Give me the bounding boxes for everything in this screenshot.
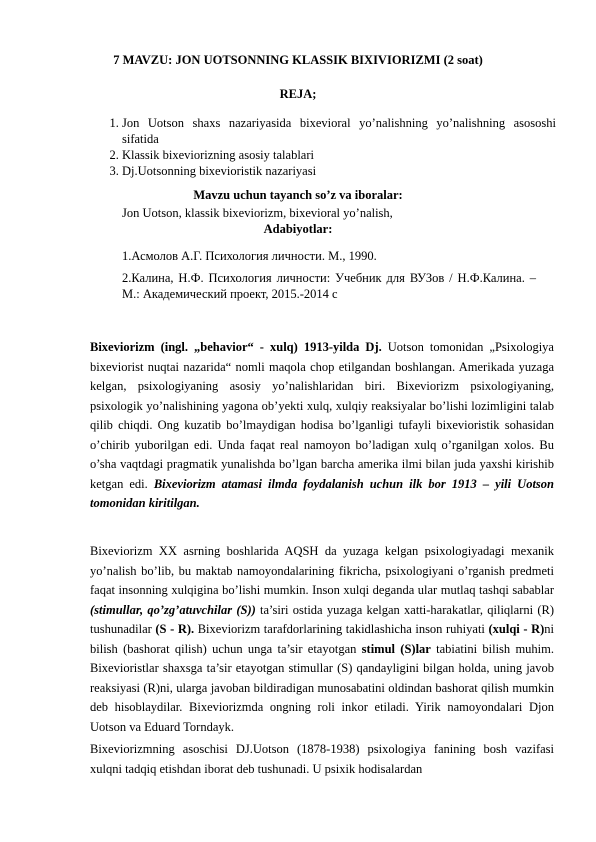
paragraph-2-text: tabiatini bilish muhim. Bixevioristlar shaxsga ta’sir etayotgan stimullar (S) qandayligini bilgan holda, uning javob reaksiyasi (R)ni, ularga javoban bildiradigan munosabatini oldindan bashorat qilish mumkin deb hisoblaydilar. Bixeviorizmda ongning roli inkor etiladi. Yirik namoyondalari Djon Uotson va Eduard Torndayk.	[90, 641, 554, 734]
paragraph-2-bold: stimul (S)lar	[361, 641, 431, 656]
paragraph-1-text: Uotson tomonidan „Psixologiya bixeviorist nuqtai nazarida“ nomli maqola chop etilgandan boshlangan. Amerikada yuzaga kelgan, psixologiyaning asosiy yo’nalishlaridan biri. Bixeviorizm psixologiyaning, psixologik yo’nalishining yagona ob’yekti xulq, xulqiy reaksiyalar bo’lishi lozimligini talab qilib chiqdi. Ong kuzatib bo’lmaydigan hodisa bo’lganligi tufayli bixevioristik sohasidan o’chirib yuborilgan edi. Unda faqat real namoyon bo’ladigan xulq o’rganilgan xolos. Bu o’sha vaqtdagi pragmatik yunalishda bo’lgan barcha amerika ilmi bilan juda yaxshi kirishib ketgan edi.	[90, 340, 554, 491]
paragraph-2-text: Bixeviorizm tarafdorlarining takidlashicha inson ruhiyati	[194, 622, 489, 636]
paragraph-2	[90, 542, 554, 737]
paragraph-1-bold-lead: Bixeviorizm (ingl. „behavior“ - xulq) 1913-yilda Dj.	[90, 340, 382, 354]
paragraph-3: Bixeviorizmning asoschisi DJ.Uotson (1878-1938) psixologiya fanining bosh vazifasi xulqni tadqiq etishdan iborat deb tushunadi. U psixik hodisalardan	[90, 742, 554, 776]
literature-heading: Adabiyotlar:	[263, 222, 333, 236]
page-title: 7 MAVZU: JON UOTSONNING KLASSIK BIXIVIORIZMI (2 soat)	[113, 53, 483, 67]
paragraph-2-text: ta’siri ostida yuzaga kelgan xatti-harakatlar, qiliqlarni (R) tushunadilar	[90, 602, 554, 636]
literature-item: 2.Калина, Н.Ф. Психология личности: Учебник для ВУЗов / Н.Ф.Калина. –М.: Академический проект, 2015.-2014 с	[122, 271, 536, 301]
plan-item: 2. Klassik bixeviorizning asosiy talablari	[122, 147, 556, 163]
paragraph-2-text: Bixeviorizm XX asrning boshlarida AQSH da yuzaga kelgan psixologiyadagi mexanik yo’nalish bo’lib, bu maktab namoyondalarining fikricha, psixologiyani o’rganish predmeti faqat insonning xulqigina bo’lishi mumkin. Inson xulqi deganda ular mutlaq tashqi sabablar	[90, 544, 554, 597]
plan-item: 1. Jon Uotson shaxs nazariyasida bixevioral yo’nalishning yo’nalishning asososhi sifatida	[122, 115, 556, 147]
keywords-text: Jon Uotson, klassik bixeviorizm, bixevioral yo’nalish,	[122, 206, 393, 220]
plan-heading: REJA;	[279, 87, 317, 101]
paragraph-2-bold: (S - R).	[155, 622, 195, 636]
paragraph-2-bold: (xulqi - R)	[488, 622, 545, 636]
literature-item: 1.Асмолов А.Г. Психология личности. М., 1990.	[122, 249, 377, 263]
keywords-heading: Mavzu uchun tayanch so’z va iboralar:	[193, 188, 403, 202]
paragraph-2-emphasis: (stimullar, qo’zg’atuvchilar (S))	[90, 602, 256, 617]
paragraph-1	[90, 338, 554, 514]
plan-list	[102, 115, 556, 179]
paragraph-1-emphasis: Bixeviorizm atamasi ilmda foydalanish uchun ilk bor 1913 – yili Uotson tomonidan kiritilgan.	[90, 476, 554, 510]
plan-item: 3. Dj.Uotsonning bixevioristik nazariyasi	[122, 163, 556, 179]
paragraph-2-text: ni bilish (bashorat qilish) uchun unga ta’sir etayotgan	[90, 622, 554, 656]
